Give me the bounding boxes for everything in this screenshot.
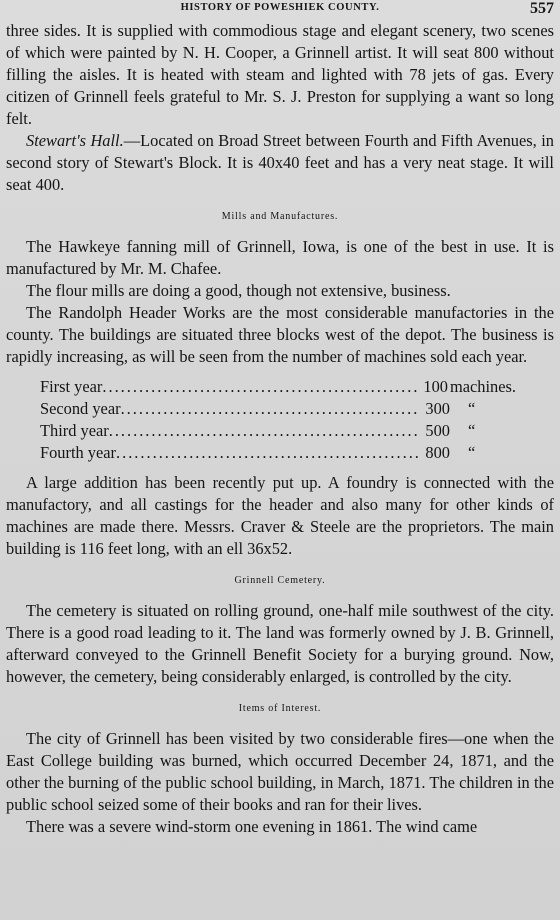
table-row [40, 420, 520, 442]
paragraph-wind-storm: There was a severe wind-storm one evening in 1861. The wind came [26, 817, 478, 836]
heading-items-of-interest: Items of Interest. [238, 703, 322, 714]
table-row [40, 398, 520, 420]
row-unit-ditto: “ [468, 399, 476, 418]
row-value: 800 [425, 443, 450, 462]
paragraph-randolph-header: The Randolph Header Works are the most considerable manufactories in the county. The buildings are situated three blocks west of the depot. The business is rapidly increasing, as will be seen from the number of machines sold each year. [6, 303, 554, 366]
row-unit: machines. [450, 377, 516, 396]
row-year: Second year [40, 399, 121, 418]
row-unit-ditto: “ [468, 421, 476, 440]
table-row [40, 442, 520, 464]
paragraph-hawkeye-mill: The Hawkeye fanning mill of Grinnell, Iowa, is one of the best in use. It is manufactured by Mr. M. Chafee. [6, 237, 554, 278]
table-row [40, 376, 520, 398]
row-value: 100 [423, 377, 448, 396]
heading-grinnell-cemetery: Grinnell Cemetery. [234, 575, 326, 586]
paragraph-stewarts-hall [6, 130, 554, 196]
row-unit-ditto: “ [468, 443, 476, 462]
stewarts-hall-text: —Located on Broad Street between Fourth and Fifth Avenues, in second story of Stewart's Block. It is 40x40 feet and has a very neat stage. It will seat 400. [6, 131, 555, 194]
row-value: 500 [425, 421, 450, 440]
row-year: Fourth year [40, 443, 117, 462]
stewarts-hall-lead: Stewart's Hall. [26, 131, 124, 150]
row-value: 300 [425, 399, 450, 418]
row-year: Third year [40, 421, 109, 440]
page-number: 557 [530, 0, 554, 17]
paragraph-foundry-addition: A large addition has been recently put up. A foundry is connected with the manufactory, and all castings for the header and also many for other kinds of machines are made there. Messrs. Craver & Steele are the proprietors. The main building is 116 feet long, with an ell 36x52. [6, 473, 554, 558]
leader-dots [109, 420, 420, 442]
running-head-title: HISTORY OF POWESHIEK COUNTY. [180, 2, 380, 13]
row-year: First year [40, 377, 103, 396]
heading-mills-and-manufactures: Mills and Manufactures. [221, 211, 339, 222]
paragraph-fires: The city of Grinnell has been visited by two considerable fires—one when the East College building was burned, which occurred December 24, 1871, and the other the burning of the public school building, in March, 1871. The children in the public school seized some of their books and ran for their lives. [6, 729, 554, 814]
leader-dots [121, 398, 420, 420]
leader-dots [116, 442, 420, 464]
paragraph-opera-house-continued: three sides. It is supplied with commodious stage and elegant scenery, two scenes of which were painted by N. H. Cooper, a Grinnell artist. It will seat 800 without filling the aisles. It is heated with steam and lighted with 78 jets of gas. Every citizen of Grinnell feels grateful to Mr. S. J. Preston for supplying a want so long felt. [6, 21, 554, 128]
machines-sold-table [40, 376, 520, 464]
running-head [6, 0, 554, 20]
paragraph-flour-mills: The flour mills are doing a good, though not extensive, business. [26, 281, 451, 300]
leader-dots [102, 376, 418, 398]
paragraph-cemetery: The cemetery is situated on rolling ground, one-half mile southwest of the city. There is a good road leading to it. The land was formerly owned by J. B. Grinnell, afterward conveyed to the Grinnell Benefit Society for a burying ground. Now, however, the cemetery, being considerably enlarged, is controlled by the city. [6, 601, 554, 686]
